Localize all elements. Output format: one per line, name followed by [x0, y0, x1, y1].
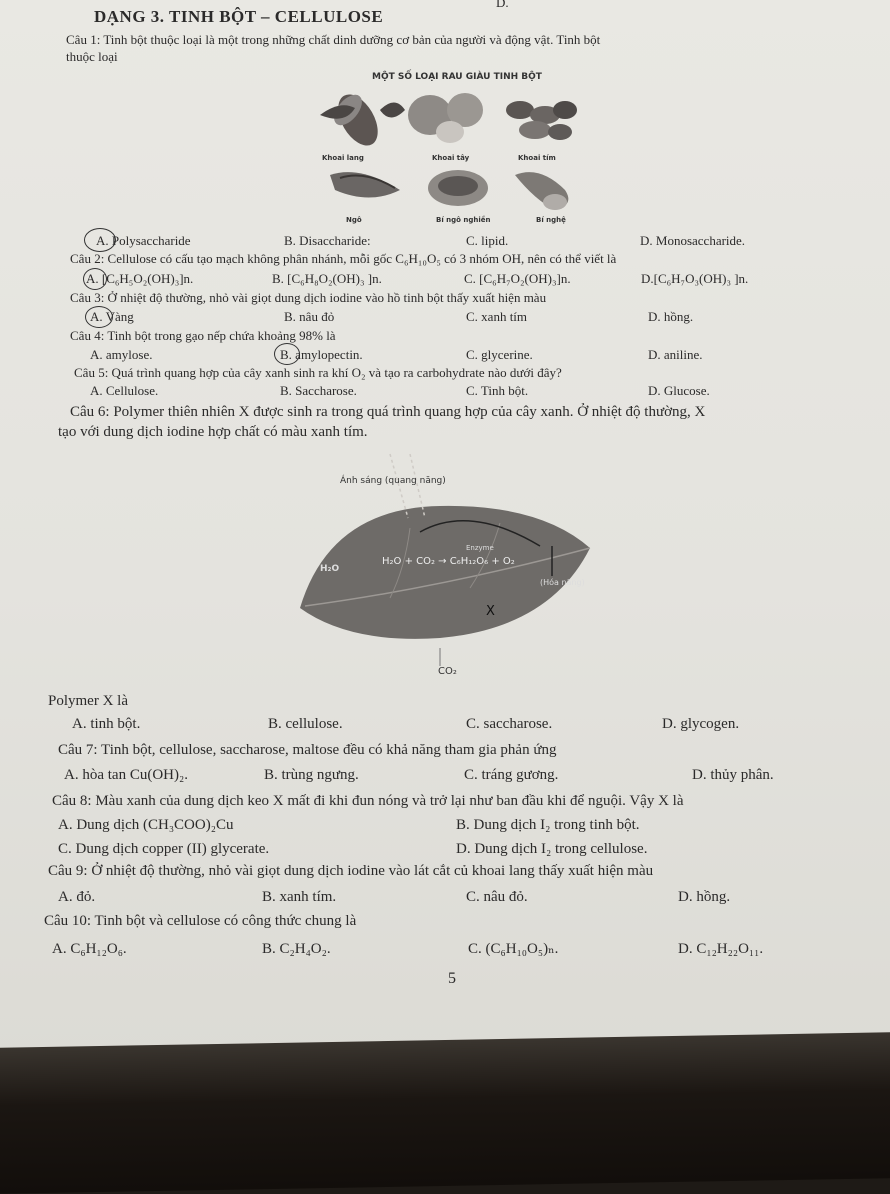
q4-text: Câu 4: Tinh bột trong gạo nếp chứa khoảng 98% là	[70, 328, 336, 343]
q4-option-d: D. aniline.	[648, 347, 703, 362]
q3-option-d: D. hồng.	[648, 309, 694, 324]
q9-option-c: C. nâu đỏ.	[466, 889, 528, 905]
q6-text: Câu 6: Polymer thiên nhiên X được sinh ra trong quá trình quang hợp của cây xanh. Ở nhiệt độ thường, X	[70, 404, 706, 420]
q2-option-c: C. [C₆H₇O₂(OH)₃]n.	[464, 271, 571, 286]
enzyme-label: Enzyme	[466, 544, 494, 552]
q10-option-b: B. C₂H₄O₂.	[262, 941, 331, 957]
q10-option-a: A. C₆H₁₂O₆.	[52, 941, 127, 957]
q7-text: Câu 7: Tinh bột, cellulose, saccharose, maltose đều có khả năng tham gia phản ứng	[58, 742, 557, 758]
caption-bi-ngo-nghien: Bí ngô nghiền	[436, 216, 491, 224]
q10-text: Câu 10: Tinh bột và cellulose có công thức chung là	[44, 913, 357, 929]
q5-option-b: B. Saccharose.	[280, 383, 357, 398]
q6-text-cont: tạo với dung dịch iodine hợp chất có màu xanh tím.	[58, 424, 368, 440]
q3-option-b: B. nâu đỏ	[284, 309, 335, 324]
photosynthesis-diagram	[290, 448, 610, 680]
q4-option-b: B. amylopectin.	[280, 347, 363, 362]
section-heading: DẠNG 3. TINH BỘT – CELLULOSE	[94, 7, 384, 26]
corner-mark: D.	[496, 0, 509, 10]
q5-option-a: A. Cellulose.	[90, 383, 159, 398]
q5-option-d: D. Glucose.	[648, 383, 710, 398]
q9-option-b: B. xanh tím.	[262, 889, 337, 905]
q6-option-c: C. saccharose.	[466, 716, 553, 732]
q3-text: Câu 3: Ở nhiệt độ thường, nhỏ vài giọt dung dịch iodine vào hồ tinh bột thấy xuất hiện màu	[70, 290, 547, 305]
q2-text: Câu 2: Cellulose có cấu tạo mạch không phân nhánh, mỗi gốc C₆H₁₀O₅ có 3 nhóm OH, nên có thể viết là	[70, 251, 617, 266]
q3-option-c: C. xanh tím	[466, 309, 528, 324]
q4-option-c: C. glycerine.	[466, 347, 533, 362]
q2-option-b: B. [C₆H₈O₂(OH)₃ ]n.	[272, 271, 382, 286]
q7-option-d: D. thủy phân.	[692, 767, 774, 783]
q4-option-a: A. amylose.	[90, 347, 153, 362]
energy-label: (Hóa năng)	[540, 578, 585, 587]
caption-khoai-tim: Khoai tím	[518, 154, 556, 162]
q9-option-d: D. hồng.	[678, 889, 731, 905]
q1-text: Câu 1: Tinh bột thuộc loại là một trong những chất dinh dưỡng cơ bản của người và động vật. Tinh bột	[66, 32, 601, 47]
q1-option-d: D. Monosaccharide.	[640, 233, 746, 248]
caption-khoai-tay: Khoai tây	[432, 154, 470, 162]
light-label: Ánh sáng (quang năng)	[340, 476, 446, 486]
q9-text: Câu 9: Ở nhiệt độ thường, nhỏ vài giọt dung dịch iodine vào lát cắt củ khoai lang thấy xuất hiện màu	[48, 863, 654, 879]
q10-option-d: D. C₁₂H₂₂O₁₁.	[678, 941, 764, 957]
co2-label: CO₂	[438, 666, 457, 677]
q8-option-b: B. Dung dịch I₂ trong tinh bột.	[456, 817, 640, 833]
q8-text: Câu 8: Màu xanh của dung dịch keo X mất đi khi đun nóng và trở lại như ban đầu khi để nguội. Vậy X là	[52, 793, 684, 809]
q1-option-c: C. lipid.	[466, 233, 509, 248]
x-label: X	[486, 604, 495, 619]
q6-stem: Polymer X là	[48, 693, 128, 709]
starch-vegetables-figure	[310, 70, 600, 230]
caption-ngo: Ngô	[346, 216, 362, 224]
desk-background	[0, 1032, 890, 1194]
q2-option-d: D.[C₆H₇O₃(OH)₃ ]n.	[641, 271, 749, 286]
q1-text-cont: thuộc loại	[66, 49, 118, 64]
water-label: H₂O	[320, 564, 340, 574]
q3-option-a: A. Vàng	[90, 309, 134, 324]
figure-title: MỘT SỐ LOẠI RAU GIÀU TINH BỘT	[372, 72, 542, 82]
caption-khoai-lang: Khoai lang	[322, 154, 364, 162]
q7-option-a: A. hòa tan Cu(OH)₂.	[64, 767, 188, 783]
q8-option-c: C. Dung dịch copper (II) glycerate.	[58, 841, 270, 857]
vegetables-illustration	[310, 70, 600, 230]
q1-option-b: B. Disaccharide:	[284, 233, 371, 248]
q7-option-c: C. tráng gương.	[464, 767, 559, 783]
q2-option-a: A. [C₆H₅O₂(OH)₃]n.	[86, 271, 194, 286]
q5-option-c: C. Tinh bột.	[466, 383, 529, 398]
q1-option-a: A. Polysaccharide	[96, 233, 191, 248]
q7-option-b: B. trùng ngưng.	[264, 767, 359, 783]
q6-option-b: B. cellulose.	[268, 716, 343, 732]
q8-option-a: A. Dung dịch (CH₃COO)₂Cu	[58, 817, 234, 833]
q6-option-d: D. glycogen.	[662, 716, 740, 732]
page-number: 5	[448, 970, 456, 987]
caption-bi-nghe: Bí nghệ	[536, 216, 566, 224]
q8-option-d: D. Dung dịch I₂ trong cellulose.	[456, 841, 648, 857]
q6-option-a: A. tinh bột.	[72, 716, 141, 732]
q9-option-a: A. đỏ.	[58, 889, 96, 905]
q5-text: Câu 5: Quá trình quang hợp của cây xanh sinh ra khí O₂ và tạo ra carbohydrate nào dưới đây?	[74, 365, 562, 380]
q10-option-c: C. (C₆H₁₀O₅)ₙ.	[468, 941, 559, 957]
photosynthesis-equation: H₂O + CO₂ → C₆H₁₂O₆ + O₂	[382, 556, 515, 567]
